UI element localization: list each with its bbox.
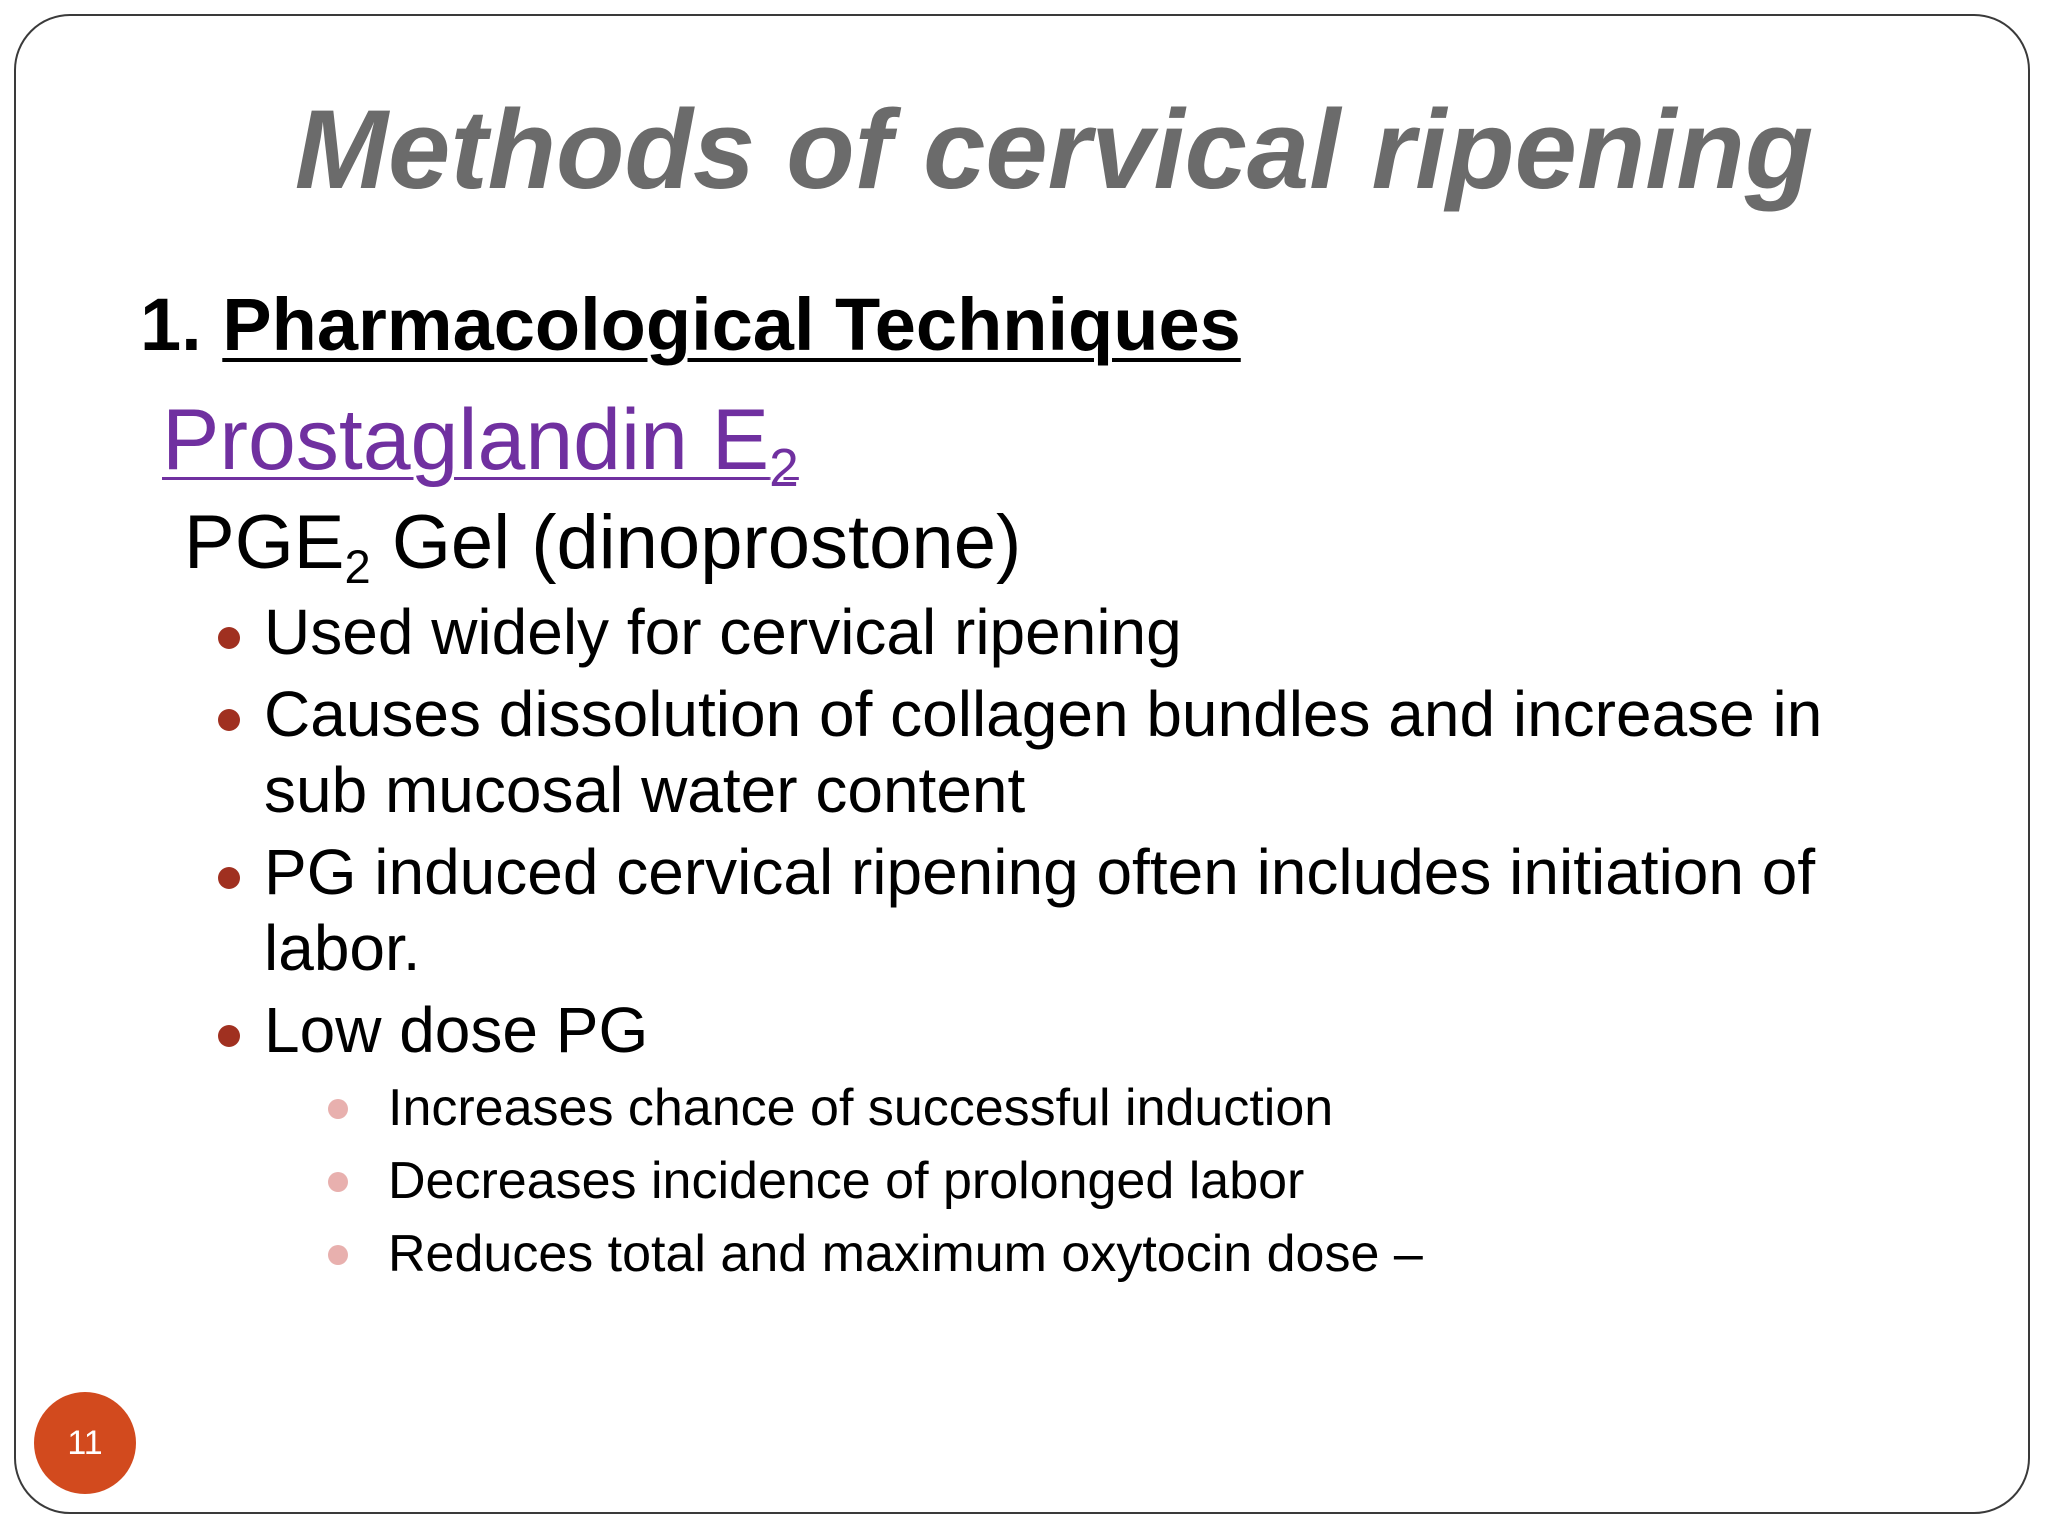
- sub-bullet-dot-icon: [328, 1172, 348, 1192]
- gel-heading: [184, 498, 1022, 594]
- sub-bullet-list: [264, 1072, 1874, 1291]
- bullet-item: [214, 594, 1874, 670]
- gel-heading-suffix: Gel (dinoprostone): [370, 500, 1022, 585]
- bullet-text: Causes dissolution of collagen bundles and increase in sub mucosal water content: [264, 678, 1823, 826]
- prostaglandin-heading-subscript: 2: [769, 439, 799, 499]
- sub-bullet-item: [264, 1145, 1874, 1218]
- section-title: Pharmacological Techniques: [222, 283, 1241, 366]
- prostaglandin-heading: [162, 390, 799, 499]
- prostaglandin-heading-text: Prostaglandin E: [162, 392, 770, 488]
- slide-number-badge: 11: [34, 1392, 136, 1494]
- slide-title: Methods of cervical ripening: [294, 87, 1814, 212]
- bullet-text: PG induced cervical ripening often includes initiation of labor.: [264, 836, 1816, 984]
- bullet-list: [214, 594, 1874, 1297]
- bullet-dot-icon: [218, 709, 240, 731]
- bullet-item: [214, 992, 1874, 1291]
- bullet-text: Low dose PG: [264, 994, 649, 1066]
- bullet-text: Used widely for cervical ripening: [264, 596, 1182, 668]
- section-heading: [140, 280, 1241, 370]
- sub-bullet-text: Increases chance of successful induction: [388, 1079, 1334, 1137]
- sub-bullet-dot-icon: [328, 1099, 348, 1119]
- bullet-dot-icon: [218, 627, 240, 649]
- bullet-dot-icon: [218, 1025, 240, 1047]
- bullet-item: [214, 676, 1874, 828]
- bullet-item: [214, 834, 1874, 986]
- gel-heading-prefix: PGE: [184, 500, 345, 585]
- sub-bullet-dot-icon: [328, 1245, 348, 1265]
- section-number: 1.: [140, 283, 223, 366]
- sub-bullet-item: [264, 1072, 1874, 1145]
- sub-bullet-item: [264, 1218, 1874, 1291]
- bullet-dot-icon: [218, 867, 240, 889]
- sub-bullet-text: Decreases incidence of prolonged labor: [388, 1152, 1305, 1210]
- sub-bullet-text: Reduces total and maximum oxytocin dose –: [388, 1225, 1423, 1283]
- gel-heading-subscript: 2: [344, 540, 371, 594]
